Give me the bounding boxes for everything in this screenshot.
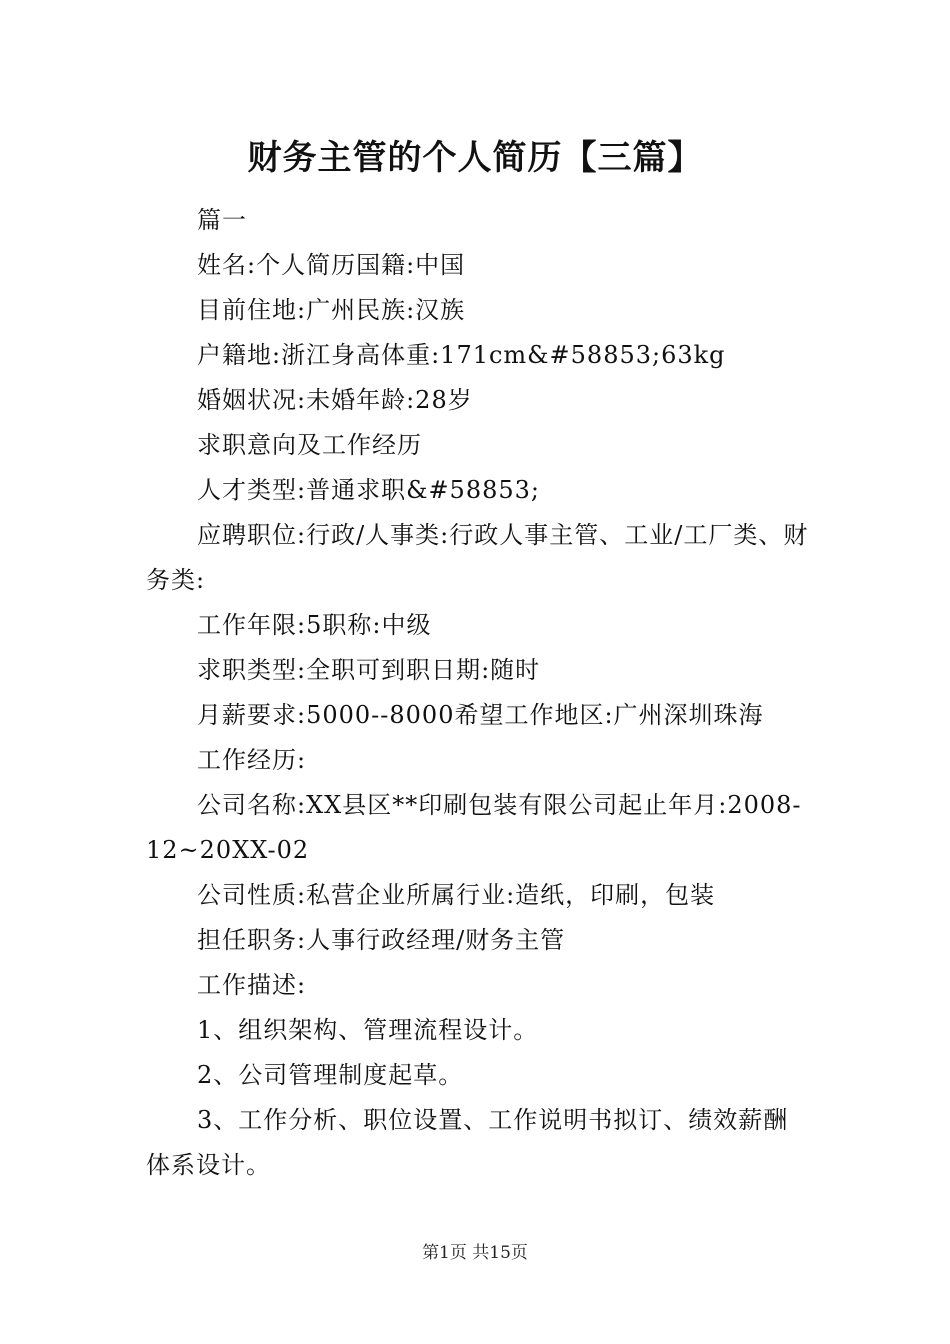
document-title: 财务主管的个人简历【三篇】 <box>247 138 703 178</box>
paragraph: 篇一 <box>197 206 247 234</box>
paragraph: 目前住地:广州民族:汉族 <box>197 296 466 324</box>
paragraph: 求职类型:全职可到职日期:随时 <box>197 656 541 684</box>
paragraph: 婚姻状况:未婚年龄:28岁 <box>197 386 473 414</box>
paragraph: 姓名:个人简历国籍:中国 <box>197 251 466 279</box>
paragraph: 公司性质:私营企业所属行业:造纸，印刷，包装 <box>197 881 716 909</box>
page-footer: 第1页 共15页 <box>422 1243 528 1263</box>
paragraph: 1、组织架构、管理流程设计。 <box>197 1016 539 1044</box>
paragraph: 月薪要求:5000--8000希望工作地区:广州深圳珠海 <box>197 701 764 729</box>
paragraph: 应聘职位:行政/人事类:行政人事主管、工业/工厂类、财务类: <box>146 521 809 594</box>
paragraph: 公司名称:XX县区**印刷包装有限公司起止年月:2008-12~20XX-02 <box>146 791 802 864</box>
paragraph: 担任职务:人事行政经理/财务主管 <box>197 926 566 954</box>
paragraph: 工作描述: <box>197 971 307 999</box>
paragraph: 3、工作分析、职位设置、工作说明书拟订、绩效薪酬体系设计。 <box>146 1106 789 1179</box>
paragraph: 人才类型:普通求职&#58853; <box>197 476 540 504</box>
paragraph: 求职意向及工作经历 <box>197 431 422 459</box>
paragraph: 工作经历: <box>197 746 307 774</box>
paragraph: 2、公司管理制度起草。 <box>197 1061 464 1089</box>
paragraph: 工作年限:5职称:中级 <box>197 611 432 639</box>
document-body <box>146 198 810 1188</box>
paragraph: 户籍地:浙江身高体重:171cm&#58853;63kg <box>197 341 726 369</box>
